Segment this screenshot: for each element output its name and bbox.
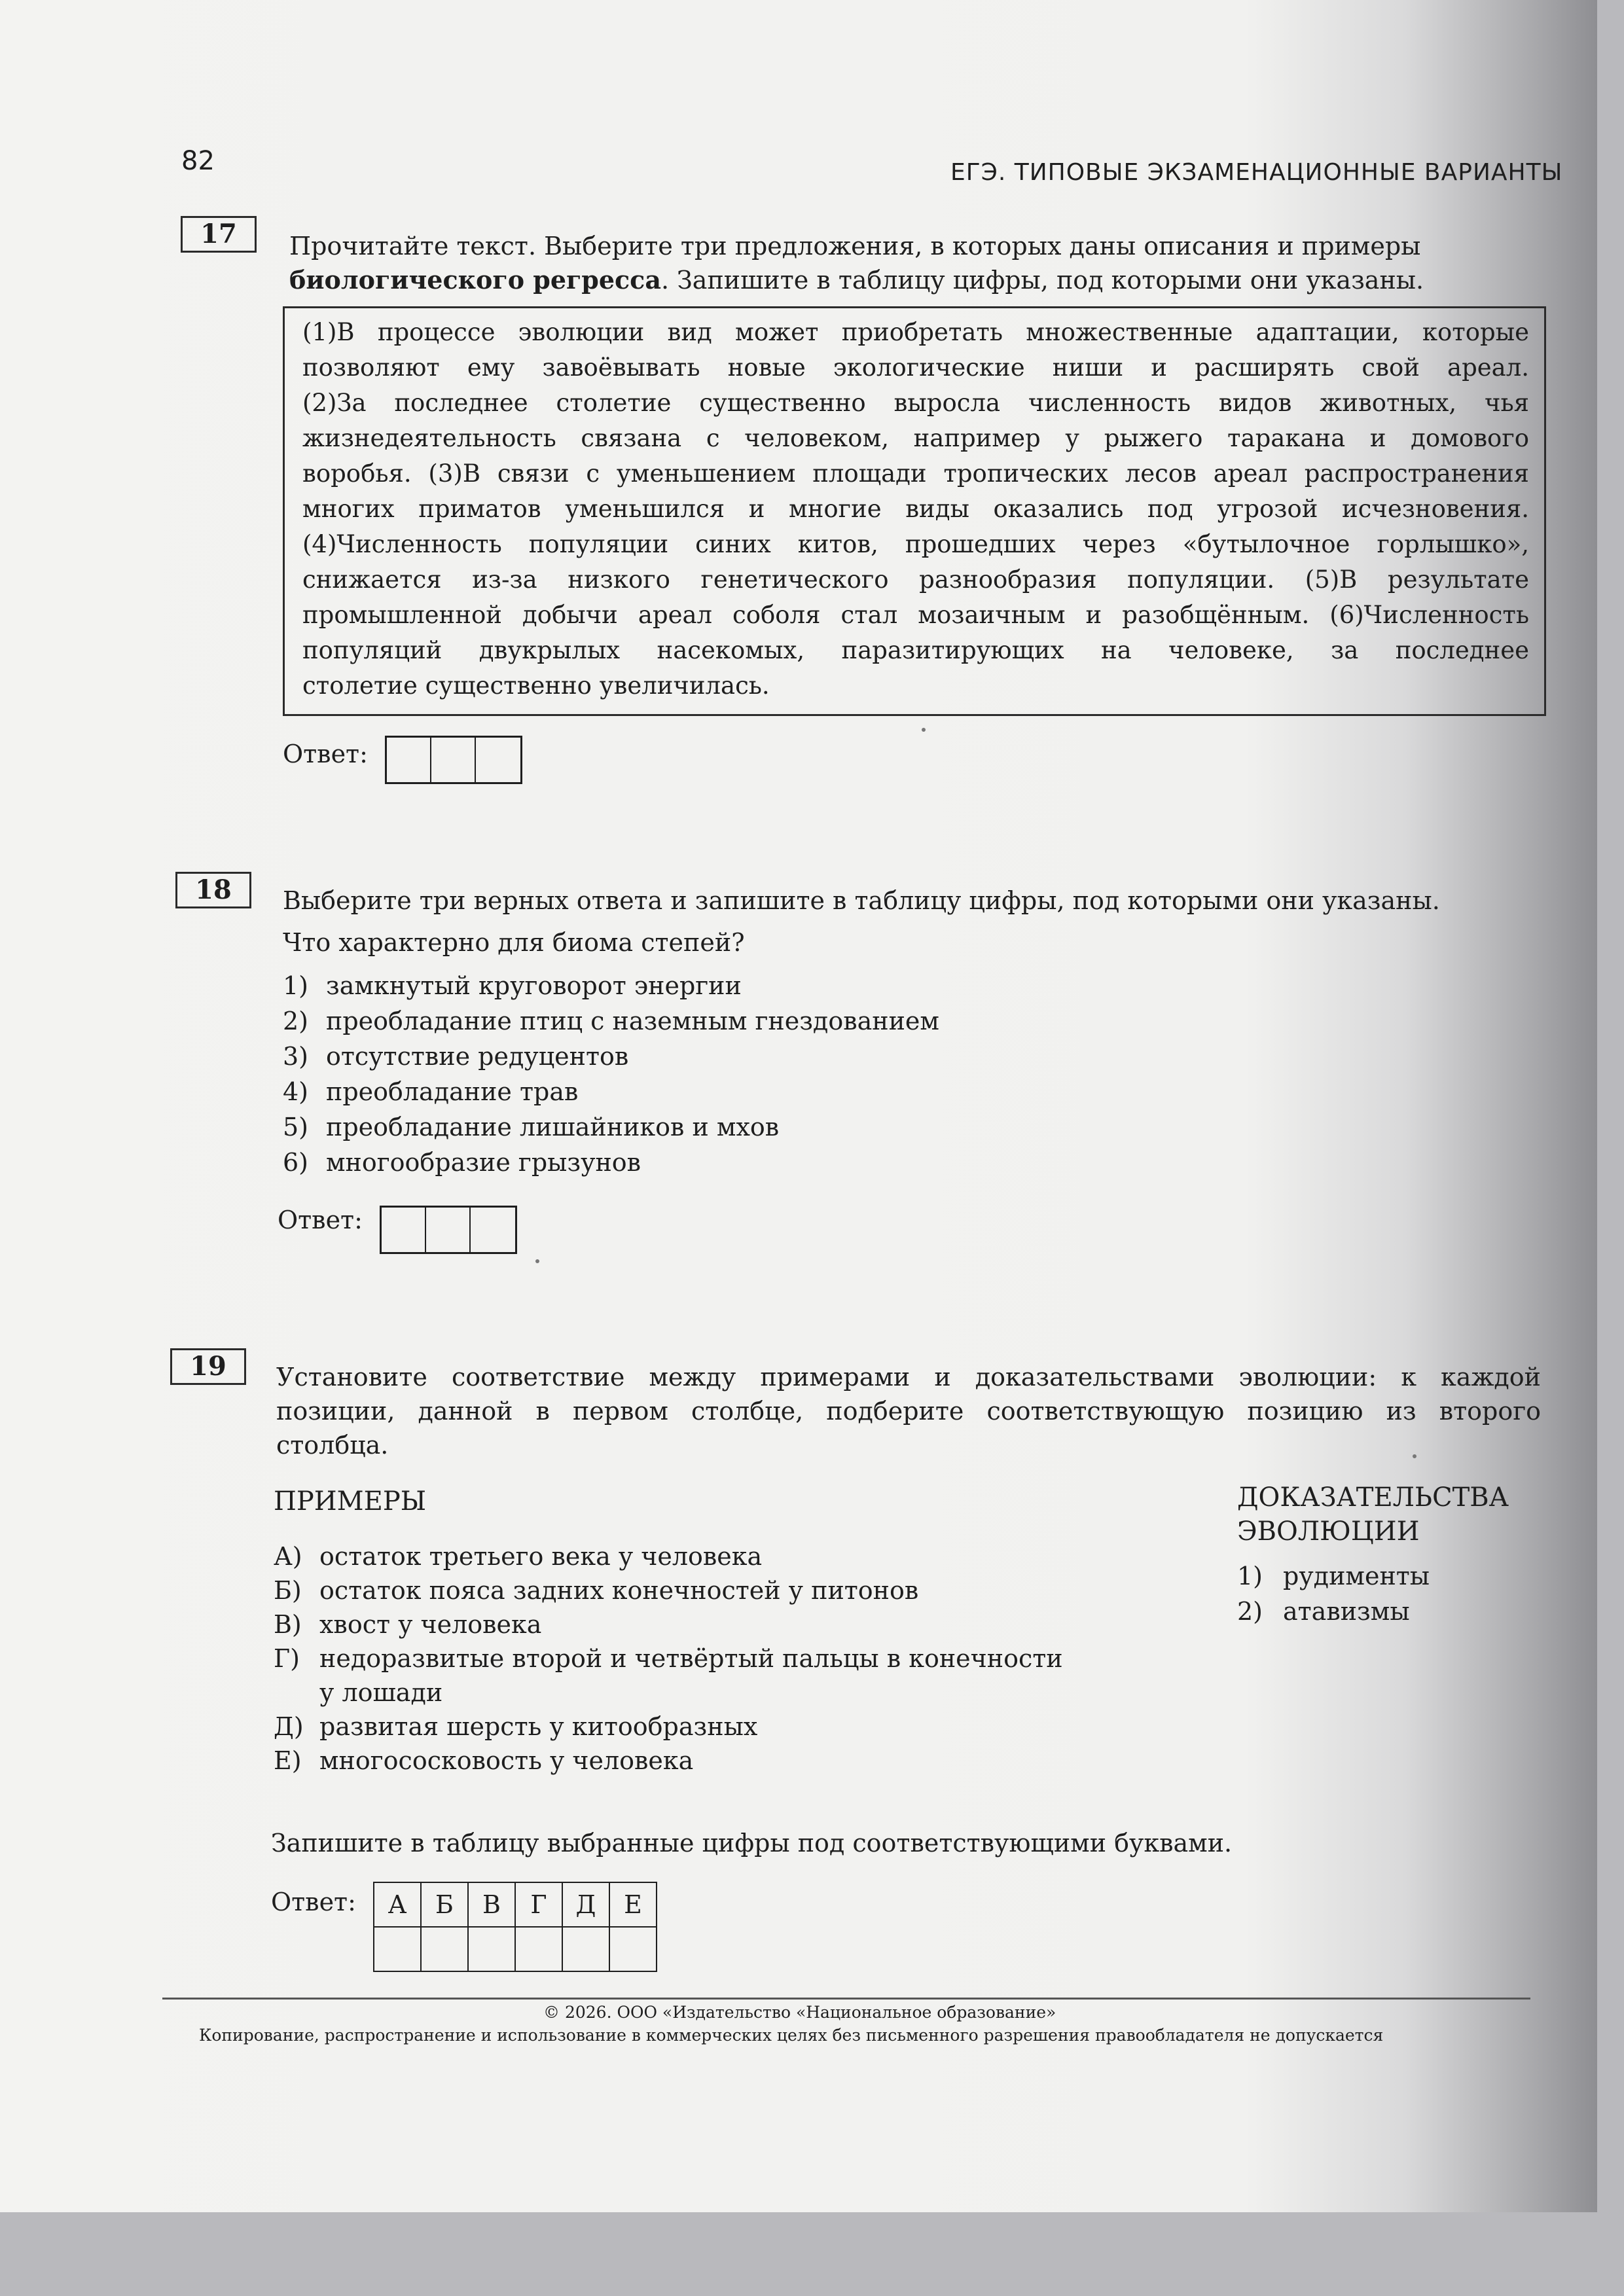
answer-cell[interactable] [387, 738, 431, 782]
example-text: хвост у человека [319, 1610, 542, 1639]
answer-table-letters-row [374, 1882, 657, 1927]
answer-letter-cell: Б [421, 1882, 468, 1927]
option-number: 2) [283, 1007, 309, 1035]
example-text: остаток пояса задних конечностей у питонов [319, 1576, 919, 1605]
running-title: ЕГЭ. ТИПОВЫЕ ЭКЗАМЕНАЦИОННЫЕ ВАРИАНТЫ [950, 159, 1563, 186]
answer-cell[interactable] [382, 1208, 426, 1252]
answer-cell[interactable] [476, 738, 520, 782]
task-17-text-line: снижается из-за низкого генетического разнообразия популяции. (5)В результате [302, 565, 1529, 594]
proof-text: атавизмы [1283, 1597, 1410, 1626]
proofs-column-header-line-1: ДОКАЗАТЕЛЬСТВА [1237, 1482, 1509, 1513]
answer-letter-cell: Д [562, 1882, 609, 1927]
option-number: 3) [283, 1042, 309, 1071]
scan-speck [535, 1259, 539, 1263]
task-17-text-line: жизнедеятельность связана с человеком, например у рыжего таракана и домового [302, 424, 1529, 452]
example-text: остаток третьего века у человека [319, 1542, 763, 1571]
task-19-answer-label: Ответ: [271, 1888, 356, 1916]
task-18-answer-boxes[interactable] [380, 1206, 517, 1254]
proof-number: 1) [1237, 1562, 1263, 1590]
task-18-instruction: Выберите три верных ответа и запишите в таблицу цифры, под которыми они указаны. [283, 886, 1440, 915]
task-19-answer-table[interactable] [373, 1882, 657, 1972]
task-17-text-line: воробья. (3)В связи с уменьшением площади тропических лесов ареал распространения [302, 459, 1529, 488]
example-text: у лошади [319, 1678, 443, 1707]
task-19-number: 19 [170, 1348, 246, 1385]
footer-divider [162, 1998, 1530, 2000]
example-letter: Г) [274, 1644, 300, 1673]
answer-digit-cell[interactable] [515, 1927, 562, 1971]
task-19-instruction-line-2: позиции, данной в первом столбце, подберите соответствующую позицию из второго [276, 1397, 1541, 1426]
scan-speck [922, 728, 926, 732]
example-letter: Б) [274, 1576, 302, 1605]
option-text: многообразие грызунов [326, 1148, 641, 1177]
task-17-bold-term: биологического регресса [289, 265, 661, 295]
answer-digit-cell[interactable] [562, 1927, 609, 1971]
footer-copyright: © 2026. ООО «Издательство «Национальное образование» [543, 2003, 1056, 2022]
answer-digit-cell[interactable] [609, 1927, 657, 1971]
page-number: 82 [181, 146, 215, 176]
example-text: недоразвитые второй и четвёртый пальцы в конечности [319, 1644, 1063, 1673]
example-letter: В) [274, 1610, 302, 1639]
task-19-instruction-line-3: столбца. [276, 1431, 389, 1460]
answer-letter-cell: Г [515, 1882, 562, 1927]
footer-notice: Копирование, распространение и использование в коммерческих целях без письменного разрешения правообладателя не допускается [199, 2026, 1384, 2045]
task-17-text-line: промышленной добычи ареал соболя стал мозаичным и разобщённым. (6)Численность [302, 601, 1529, 629]
proof-number: 2) [1237, 1597, 1263, 1626]
example-letter: А) [274, 1542, 302, 1571]
option-text: преобладание птиц с наземным гнездованием [326, 1007, 939, 1035]
option-number: 6) [283, 1148, 309, 1177]
answer-cell[interactable] [471, 1208, 515, 1252]
answer-letter-cell: В [468, 1882, 515, 1927]
task-19-instruction-line-1: Установите соответствие между примерами и доказательствами эволюции: к каждой [276, 1363, 1541, 1391]
proof-text: рудименты [1283, 1562, 1430, 1590]
task-17-text-line: (4)Численность популяции синих китов, прошедших через «бутылочное горлышко», [302, 530, 1529, 558]
option-number: 4) [283, 1077, 309, 1106]
example-text: развитая шерсть у китообразных [319, 1712, 758, 1741]
task-17-text-line: позволяют ему завоёвывать новые экологические ниши и расширять свой ареал. [302, 353, 1529, 382]
proofs-column-header-line-2: ЭВОЛЮЦИИ [1237, 1516, 1420, 1547]
answer-digit-cell[interactable] [421, 1927, 468, 1971]
example-letter: Е) [274, 1746, 302, 1775]
answer-table-digits-row[interactable] [374, 1927, 657, 1971]
task-17-instruction-rest: . Запишите в таблицу цифры, под которыми они указаны. [660, 266, 1424, 295]
answer-digit-cell[interactable] [468, 1927, 515, 1971]
task-17-text-line: (2)За последнее столетие существенно выросла численность видов животных, чья [302, 389, 1529, 417]
option-text: преобладание лишайников и мхов [326, 1113, 780, 1141]
answer-letter-cell: А [374, 1882, 421, 1927]
scan-speck [1413, 1454, 1416, 1458]
task-17-text-line: (1)В процессе эволюции вид может приобретать множественные адаптации, которые [302, 318, 1529, 346]
option-text: отсутствие редуцентов [326, 1042, 629, 1071]
task-17-answer-boxes[interactable] [385, 736, 522, 784]
option-number: 5) [283, 1113, 309, 1141]
answer-letter-cell: Е [609, 1882, 657, 1927]
task-17-text-line: популяций двукрылых насекомых, паразитирующих на человеке, за последнее [302, 636, 1529, 664]
answer-digit-cell[interactable] [374, 1927, 421, 1971]
task-18-number: 18 [175, 872, 251, 908]
example-letter: Д) [274, 1712, 304, 1741]
task-18-question: Что характерно для биома степей? [283, 928, 745, 957]
option-text: замкнутый круговорот энергии [326, 971, 742, 1000]
examples-column-header: ПРИМЕРЫ [274, 1486, 427, 1516]
task-17-instruction-line-1: Прочитайте текст. Выберите три предложения, в которых даны описания и примеры [289, 232, 1421, 260]
task-18-answer-label: Ответ: [278, 1206, 363, 1234]
task-17-instruction-line-2 [289, 263, 1424, 297]
option-number: 1) [283, 971, 309, 1000]
task-17-number: 17 [181, 216, 257, 253]
task-17-text-line: столетие существенно увеличилась. [302, 672, 770, 700]
task-19-write-instruction: Запишите в таблицу выбранные цифры под соответствующими буквами. [271, 1829, 1233, 1857]
answer-cell[interactable] [426, 1208, 471, 1252]
answer-cell[interactable] [431, 738, 476, 782]
task-17-text-line: многих приматов уменьшился и многие виды оказались под угрозой исчезновения. [302, 495, 1529, 523]
example-text: многососковость у человека [319, 1746, 694, 1775]
option-text: преобладание трав [326, 1077, 579, 1106]
task-17-answer-label: Ответ: [283, 740, 368, 768]
